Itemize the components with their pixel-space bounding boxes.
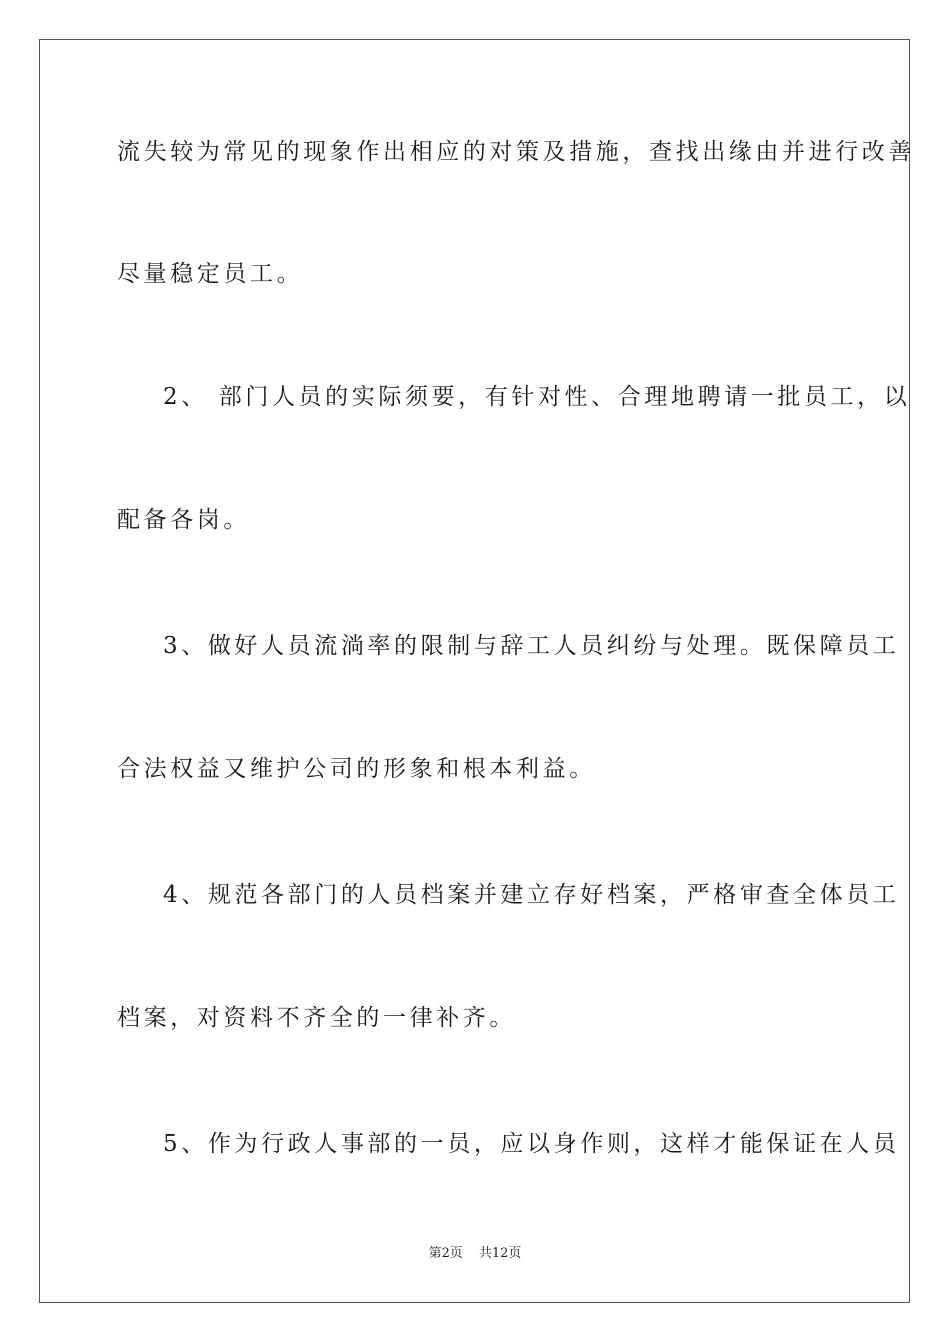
text-line-5: 3、做好人员流淌率的限制与辞工人员纠纷与处理。既保障员工 (163, 633, 900, 659)
total-pages: 共12页 (478, 1246, 522, 1261)
text-line-3: 2、 部门人员的实际须要，有针对性、合理地聘请一批员工，以 (163, 384, 911, 410)
text-line-9: 5、作为行政人事部的一员，应以身作则，这样才能保证在人员 (163, 1131, 900, 1157)
text-line-1: 流失较为常见的现象作出相应的对策及措施，查找出缘由并进行改善 (117, 139, 915, 165)
text-line-6: 合法权益又维护公司的形象和根本利益。 (117, 756, 596, 782)
page-footer (0, 1245, 950, 1263)
page-number: 第2页 (428, 1246, 463, 1261)
text-line-7: 4、规范各部门的人员档案并建立存好档案，严格审查全体员工 (163, 882, 900, 908)
page-frame (39, 39, 910, 1303)
text-line-2: 尽量稳定员工。 (117, 261, 304, 287)
text-line-4: 配备各岗。 (117, 507, 250, 533)
text-line-8: 档案，对资料不齐全的一律补齐。 (117, 1005, 516, 1031)
